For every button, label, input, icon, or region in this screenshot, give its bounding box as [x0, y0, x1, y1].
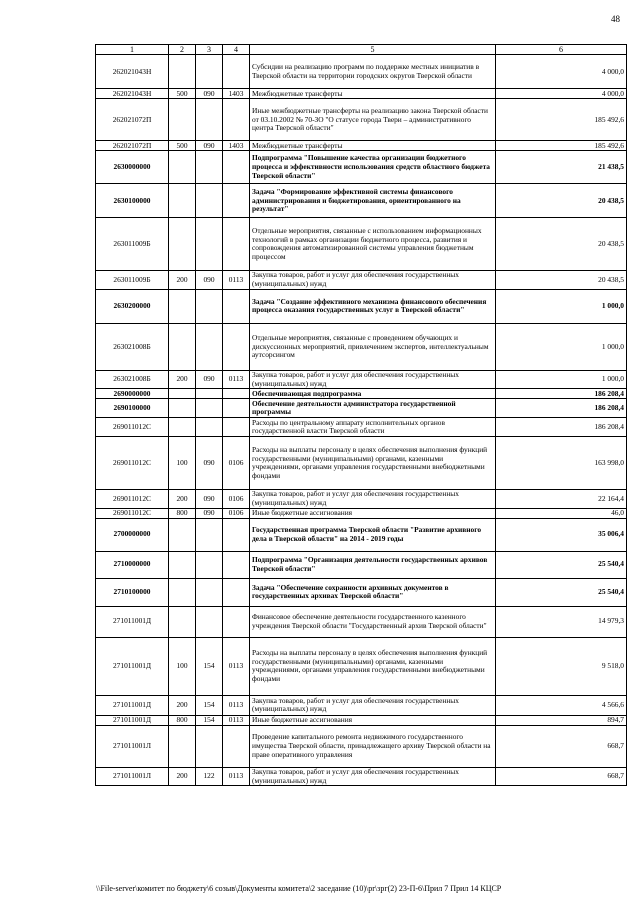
- expense-type-cell: 200: [169, 490, 196, 508]
- department-code-cell: [196, 725, 223, 767]
- expense-type-cell: 200: [169, 271, 196, 289]
- section-code-cell: [223, 551, 250, 578]
- amount-cell: 22 164,4: [496, 490, 627, 508]
- amount-cell: 25 540,4: [496, 578, 627, 606]
- budget-code-cell: 271011001Л: [96, 725, 169, 767]
- department-code-cell: 090: [196, 271, 223, 289]
- table-row: [96, 418, 627, 437]
- budget-code-cell: 2630000000: [96, 151, 169, 184]
- table-row: [96, 218, 627, 271]
- section-code-cell: 0113: [223, 695, 250, 715]
- budget-code-cell: 269011012С: [96, 418, 169, 437]
- table-row: [96, 399, 627, 418]
- description-cell: Обеспечение деятельности администратора государственной программы: [250, 399, 496, 418]
- department-code-cell: 154: [196, 637, 223, 695]
- department-code-cell: [196, 518, 223, 551]
- header-cell: 3: [196, 45, 223, 55]
- description-cell: Иные межбюджетные трансферты на реализацию закона Тверской области от 03.10.2002 № 70-ЗО "О статусе города Твери – административного центра Тверской области": [250, 99, 496, 141]
- table-row: [96, 551, 627, 578]
- table-row: [96, 389, 627, 399]
- description-cell: Расходы на выплаты персоналу в целях обеспечения выполнения функций государственными (муниципальными) органами, казенными учреждениями, органами управления государственными внебюджетными фондами: [250, 437, 496, 490]
- expense-type-cell: 100: [169, 637, 196, 695]
- description-cell: Государственная программа Тверской области "Развитие архивного дела в Тверской области" на 2014 - 2019 годы: [250, 518, 496, 551]
- department-code-cell: [196, 55, 223, 89]
- expense-type-cell: [169, 151, 196, 184]
- budget-code-cell: 263021008Б: [96, 323, 169, 370]
- budget-code-cell: 269011012С: [96, 437, 169, 490]
- table-row: [96, 490, 627, 508]
- department-code-cell: 154: [196, 695, 223, 715]
- description-cell: Иные бюджетные ассигнования: [250, 508, 496, 518]
- table-row: [96, 715, 627, 725]
- section-code-cell: [223, 99, 250, 141]
- table-row: [96, 508, 627, 518]
- description-cell: Межбюджетные трансферты: [250, 89, 496, 99]
- expense-type-cell: 200: [169, 767, 196, 785]
- amount-cell: 894,7: [496, 715, 627, 725]
- expense-type-cell: [169, 606, 196, 637]
- header-cell: 5: [250, 45, 496, 55]
- table-row: [96, 578, 627, 606]
- amount-cell: 185 492,6: [496, 141, 627, 151]
- table-row: [96, 767, 627, 785]
- department-code-cell: [196, 551, 223, 578]
- section-code-cell: [223, 725, 250, 767]
- section-code-cell: [223, 151, 250, 184]
- section-code-cell: 1403: [223, 141, 250, 151]
- table-row: [96, 695, 627, 715]
- header-cell: 6: [496, 45, 627, 55]
- description-cell: Расходы на выплаты персоналу в целях обеспечения выполнения функций государственными (муниципальными) органами, казенными учреждениями, органами управления государственными внебюджетными фондами: [250, 637, 496, 695]
- budget-code-cell: 263011009Б: [96, 218, 169, 271]
- amount-cell: 35 006,4: [496, 518, 627, 551]
- section-code-cell: 0113: [223, 767, 250, 785]
- expense-type-cell: [169, 518, 196, 551]
- table-row: [96, 89, 627, 99]
- expense-type-cell: [169, 55, 196, 89]
- expense-type-cell: [169, 289, 196, 323]
- description-cell: Закупка товаров, работ и услуг для обеспечения государственных (муниципальных) нужд: [250, 695, 496, 715]
- amount-cell: 20 438,5: [496, 218, 627, 271]
- budget-code-cell: 271011001Л: [96, 767, 169, 785]
- expense-type-cell: [169, 218, 196, 271]
- description-cell: Закупка товаров, работ и услуг для обеспечения государственных (муниципальных) нужд: [250, 271, 496, 289]
- section-code-cell: [223, 323, 250, 370]
- budget-code-cell: 262021043Н: [96, 89, 169, 99]
- department-code-cell: 090: [196, 490, 223, 508]
- section-code-cell: [223, 399, 250, 418]
- amount-cell: 186 208,4: [496, 389, 627, 399]
- expense-type-cell: [169, 184, 196, 218]
- expense-type-cell: 200: [169, 695, 196, 715]
- description-cell: Финансовое обеспечение деятельности государственного казенного учреждения Тверской области "Государственный архив Тверской области": [250, 606, 496, 637]
- description-cell: Закупка товаров, работ и услуг для обеспечения государственных (муниципальных) нужд: [250, 490, 496, 508]
- budget-code-cell: 269011012С: [96, 508, 169, 518]
- budget-code-cell: 2630200000: [96, 289, 169, 323]
- table-row: [96, 637, 627, 695]
- amount-cell: 20 438,5: [496, 271, 627, 289]
- budget-code-cell: 2700000000: [96, 518, 169, 551]
- expense-type-cell: [169, 389, 196, 399]
- section-code-cell: [223, 418, 250, 437]
- table-row: [96, 323, 627, 370]
- expense-type-cell: [169, 578, 196, 606]
- header-row: [96, 45, 627, 55]
- amount-cell: 21 438,5: [496, 151, 627, 184]
- budget-code-cell: 262021043Н: [96, 55, 169, 89]
- page-number: 48: [611, 14, 620, 24]
- budget-code-cell: 263011009Б: [96, 271, 169, 289]
- budget-code-cell: 2710100000: [96, 578, 169, 606]
- table-row: [96, 370, 627, 388]
- header-cell: 1: [96, 45, 169, 55]
- department-code-cell: [196, 218, 223, 271]
- amount-cell: 186 208,4: [496, 418, 627, 437]
- section-code-cell: 0113: [223, 637, 250, 695]
- department-code-cell: [196, 289, 223, 323]
- description-cell: Закупка товаров, работ и услуг для обеспечения государственных (муниципальных) нужд: [250, 370, 496, 388]
- amount-cell: 46,0: [496, 508, 627, 518]
- budget-code-cell: 262021072П: [96, 141, 169, 151]
- department-code-cell: [196, 389, 223, 399]
- budget-code-cell: 271011001Д: [96, 695, 169, 715]
- department-code-cell: 154: [196, 715, 223, 725]
- section-code-cell: [223, 578, 250, 606]
- department-code-cell: [196, 606, 223, 637]
- description-cell: Задача "Формирование эффективной системы финансового администрирования и бюджетирования, ориентированного на результат": [250, 184, 496, 218]
- table-row: [96, 141, 627, 151]
- amount-cell: 4 000,0: [496, 55, 627, 89]
- section-code-cell: 0106: [223, 490, 250, 508]
- description-cell: Иные бюджетные ассигнования: [250, 715, 496, 725]
- budget-code-cell: 2710000000: [96, 551, 169, 578]
- expense-type-cell: 800: [169, 508, 196, 518]
- amount-cell: 1 000,0: [496, 370, 627, 388]
- description-cell: Субсидии на реализацию программ по поддержке местных инициатив в Тверской области на территории городских округов Тверской области: [250, 55, 496, 89]
- table-row: [96, 271, 627, 289]
- table-row: [96, 606, 627, 637]
- section-code-cell: 0106: [223, 508, 250, 518]
- department-code-cell: [196, 323, 223, 370]
- amount-cell: 185 492,6: [496, 99, 627, 141]
- section-code-cell: [223, 55, 250, 89]
- expense-type-cell: 500: [169, 89, 196, 99]
- table-row: [96, 184, 627, 218]
- budget-code-cell: 271011001Д: [96, 637, 169, 695]
- description-cell: Подпрограмма "Повышение качества организации бюджетного процесса и эффективности использования средств областного бюджета Тверской области": [250, 151, 496, 184]
- header-cell: 4: [223, 45, 250, 55]
- section-code-cell: 0113: [223, 370, 250, 388]
- budget-code-cell: 271011001Д: [96, 606, 169, 637]
- department-code-cell: [196, 578, 223, 606]
- department-code-cell: 122: [196, 767, 223, 785]
- department-code-cell: [196, 99, 223, 141]
- budget-code-cell: 262021072П: [96, 99, 169, 141]
- budget-table: [95, 44, 627, 786]
- description-cell: Отдельные мероприятия, связанные с проведением обучающих и дискуссионных мероприятий, привлечением экспертов, интеллектуальным аутсорсингом: [250, 323, 496, 370]
- section-code-cell: [223, 606, 250, 637]
- table-row: [96, 518, 627, 551]
- description-cell: Задача "Создание эффективного механизма финансового обеспечения процесса оказания государственных услуг в Тверской области": [250, 289, 496, 323]
- description-cell: Отдельные мероприятия, связанные с использованием информационных технологий в рамках организации бюджетного процесса, развития и сопровождения автоматизированной системы управления бюджетным процессом: [250, 218, 496, 271]
- description-cell: Проведение капитального ремонта недвижимого государственного имущества Тверской области, принадлежащего архиву Тверской области на праве оперативного управления: [250, 725, 496, 767]
- expense-type-cell: 100: [169, 437, 196, 490]
- section-code-cell: [223, 289, 250, 323]
- budget-code-cell: 271011001Д: [96, 715, 169, 725]
- amount-cell: 4 566,6: [496, 695, 627, 715]
- section-code-cell: 0106: [223, 437, 250, 490]
- amount-cell: 186 208,4: [496, 399, 627, 418]
- description-cell: Обеспечивающая подпрограмма: [250, 389, 496, 399]
- section-code-cell: [223, 389, 250, 399]
- table-row: [96, 289, 627, 323]
- expense-type-cell: [169, 99, 196, 141]
- amount-cell: 4 000,0: [496, 89, 627, 99]
- department-code-cell: 090: [196, 89, 223, 99]
- department-code-cell: [196, 399, 223, 418]
- amount-cell: 20 438,5: [496, 184, 627, 218]
- expense-type-cell: [169, 418, 196, 437]
- amount-cell: 163 998,0: [496, 437, 627, 490]
- description-cell: Подпрограмма "Организация деятельности государственных архивов Тверской области": [250, 551, 496, 578]
- budget-code-cell: 269011012С: [96, 490, 169, 508]
- budget-code-cell: 2690100000: [96, 399, 169, 418]
- section-code-cell: [223, 518, 250, 551]
- section-code-cell: [223, 184, 250, 218]
- amount-cell: 1 000,0: [496, 323, 627, 370]
- expense-type-cell: 800: [169, 715, 196, 725]
- table-row: [96, 99, 627, 141]
- expense-type-cell: 200: [169, 370, 196, 388]
- expense-type-cell: 500: [169, 141, 196, 151]
- section-code-cell: [223, 218, 250, 271]
- budget-code-cell: 2630100000: [96, 184, 169, 218]
- table-row: [96, 437, 627, 490]
- budget-code-cell: 2690000000: [96, 389, 169, 399]
- department-code-cell: [196, 418, 223, 437]
- description-cell: Закупка товаров, работ и услуг для обеспечения государственных (муниципальных) нужд: [250, 767, 496, 785]
- description-cell: Межбюджетные трансферты: [250, 141, 496, 151]
- description-cell: Расходы по центральному аппарату исполнительных органов государственной власти Тверской области: [250, 418, 496, 437]
- section-code-cell: 0113: [223, 715, 250, 725]
- table-row: [96, 55, 627, 89]
- section-code-cell: 0113: [223, 271, 250, 289]
- expense-type-cell: [169, 725, 196, 767]
- department-code-cell: 090: [196, 508, 223, 518]
- amount-cell: 9 518,0: [496, 637, 627, 695]
- expense-type-cell: [169, 323, 196, 370]
- description-cell: Задача "Обеспечение сохранности архивных документов в государственных архивах Тверской области": [250, 578, 496, 606]
- amount-cell: 668,7: [496, 767, 627, 785]
- file-path-footer: \\File-server\комитет по бюджету\6 созыв\Документы комитета\2 заседание (10)\pr\зрг(2) 23-П-6\Прил 7 Прил 14 КЦСР: [96, 884, 502, 893]
- header-cell: 2: [169, 45, 196, 55]
- amount-cell: 14 979,3: [496, 606, 627, 637]
- amount-cell: 25 540,4: [496, 551, 627, 578]
- expense-type-cell: [169, 399, 196, 418]
- amount-cell: 668,7: [496, 725, 627, 767]
- department-code-cell: 090: [196, 437, 223, 490]
- department-code-cell: [196, 184, 223, 218]
- department-code-cell: [196, 151, 223, 184]
- department-code-cell: 090: [196, 370, 223, 388]
- expense-type-cell: [169, 551, 196, 578]
- table-row: [96, 151, 627, 184]
- department-code-cell: 090: [196, 141, 223, 151]
- table-row: [96, 725, 627, 767]
- budget-code-cell: 263021008Б: [96, 370, 169, 388]
- section-code-cell: 1403: [223, 89, 250, 99]
- amount-cell: 1 000,0: [496, 289, 627, 323]
